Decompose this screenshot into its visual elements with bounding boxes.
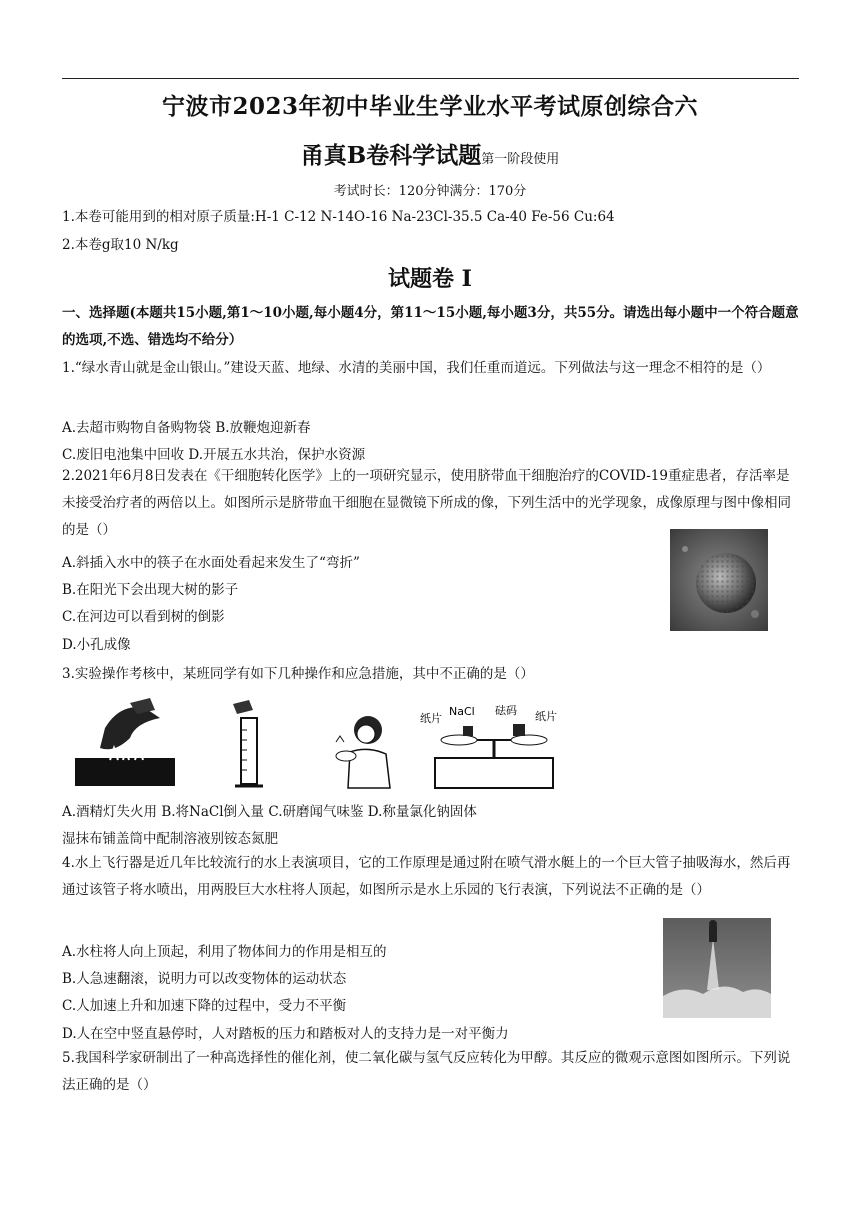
fig-label-nacl: NaCl	[449, 705, 475, 718]
q3-options-line2: 湿抹布铺盖筒中配制溶液别铵态氮肥	[62, 831, 278, 847]
q4-option-c: C.人加速上升和加速下降的过程中，受力不平衡	[62, 998, 347, 1014]
q2-option-c: C.在河边可以看到树的倒影	[62, 609, 225, 625]
q2-option-d: D.小孔成像	[62, 637, 131, 653]
graduated-cylinder-figure	[227, 700, 271, 790]
q3-stem: 3.实验操作考核中，某班同学有如下几种操作和应急措施，其中不正确的是（）	[62, 666, 534, 682]
note-atomic-mass: 1.本卷可能用到的相对原子质量:H-1 C-12 N-14O-16 Na-23Cl-35.5 Ca-40 Fe-56 Cu:64	[62, 209, 615, 225]
q2-stem: 2.2021年6月8日发表在《干细胞转化医学》上的一项研究显示，使用脐带血干细胞治疗的COVID-19重症患者，存活率是未接受治疗者的两倍以上。如图所示是脐带血干细胞在显微镜下所成的像，下列生活中的光学现象，成像原理与图中像相同的是（）	[62, 468, 791, 538]
q4-option-d: D.人在空中竖直悬停时，人对踏板的压力和踏板对人的支持力是一对平衡力	[62, 1026, 509, 1042]
q1-options-ab: A.去超市购物自备购物袋 B.放鞭炮迎新春	[62, 420, 311, 436]
subtitle-main: 甬真B卷科学试题	[300, 142, 482, 169]
balance-scale-figure	[415, 700, 570, 792]
fig-label-weight: 砝码	[495, 704, 517, 717]
top-rule	[62, 78, 799, 79]
water-jetpack-photo	[663, 918, 771, 1018]
section-title: 试题卷 I	[388, 266, 472, 292]
q4-stem: 4.水上飞行器是近几年比较流行的水上表演项目，它的工作原理是通过附在喷气滑水艇上的一个巨大管子抽吸海水，然后再通过该管子将水喷出，用两股巨大水柱将人顶起，如图所示是水上乐园的飞行表演，下列说法不正确的是（）	[62, 855, 791, 898]
exam-title: 宁波市2023年初中毕业生学业水平考试原创综合六	[161, 93, 698, 120]
note-gravity: 2.本卷g取10 N/kg	[62, 237, 179, 253]
q2-option-b: B.在阳光下会出现大树的影子	[62, 582, 239, 598]
q5-stem: 5.我国科学家研制出了一种高选择性的催化剂，使二氧化碳与氢气反应转化为甲醇。其反应的微观示意图如图所示。下列说法正确的是（）	[62, 1050, 791, 1093]
fig-label-paper-right: 纸片	[535, 710, 557, 723]
fig-label-paper-left: 纸片	[420, 712, 442, 725]
instructions: 一、选择题(本题共15小题,第1～10小题,每小题4分，第11～15小题,每小题3分，共55分。请选出每小题中一个符合题意的选项,不选、错选均不给分）	[62, 305, 799, 348]
q1-options-cd: C.废旧电池集中回收 D.开展五水共治，保护水资源	[62, 447, 366, 463]
q4-option-b: B.人急速翻滚，说明力可以改变物体的运动状态	[62, 971, 347, 987]
exam-info: 考试时长：120分钟满分：170分	[333, 184, 527, 199]
student-smelling-figure	[330, 712, 396, 790]
stem-cell-micrograph	[670, 529, 768, 631]
alcohol-lamp-fire-figure	[75, 698, 175, 790]
exam-subtitle	[0, 137, 860, 170]
subtitle-note: 第一阶段使用	[481, 152, 560, 167]
q3-options-line1: A.酒精灯失火用 B.将NaCl倒入量 C.研磨闻气味鉴 D.称量氯化钠固体	[62, 804, 477, 820]
q1-stem: 1.“绿水青山就是金山银山。”建设天蓝、地绿、水清的美丽中国，我们任重而道远。下列做法与这一理念不相符的是（）	[62, 360, 771, 376]
q4-option-a: A.水柱将人向上顶起，利用了物体间力的作用是相互的	[62, 944, 387, 960]
q2-option-a: A.斜插入水中的筷子在水面处看起来发生了“弯折”	[62, 555, 360, 571]
